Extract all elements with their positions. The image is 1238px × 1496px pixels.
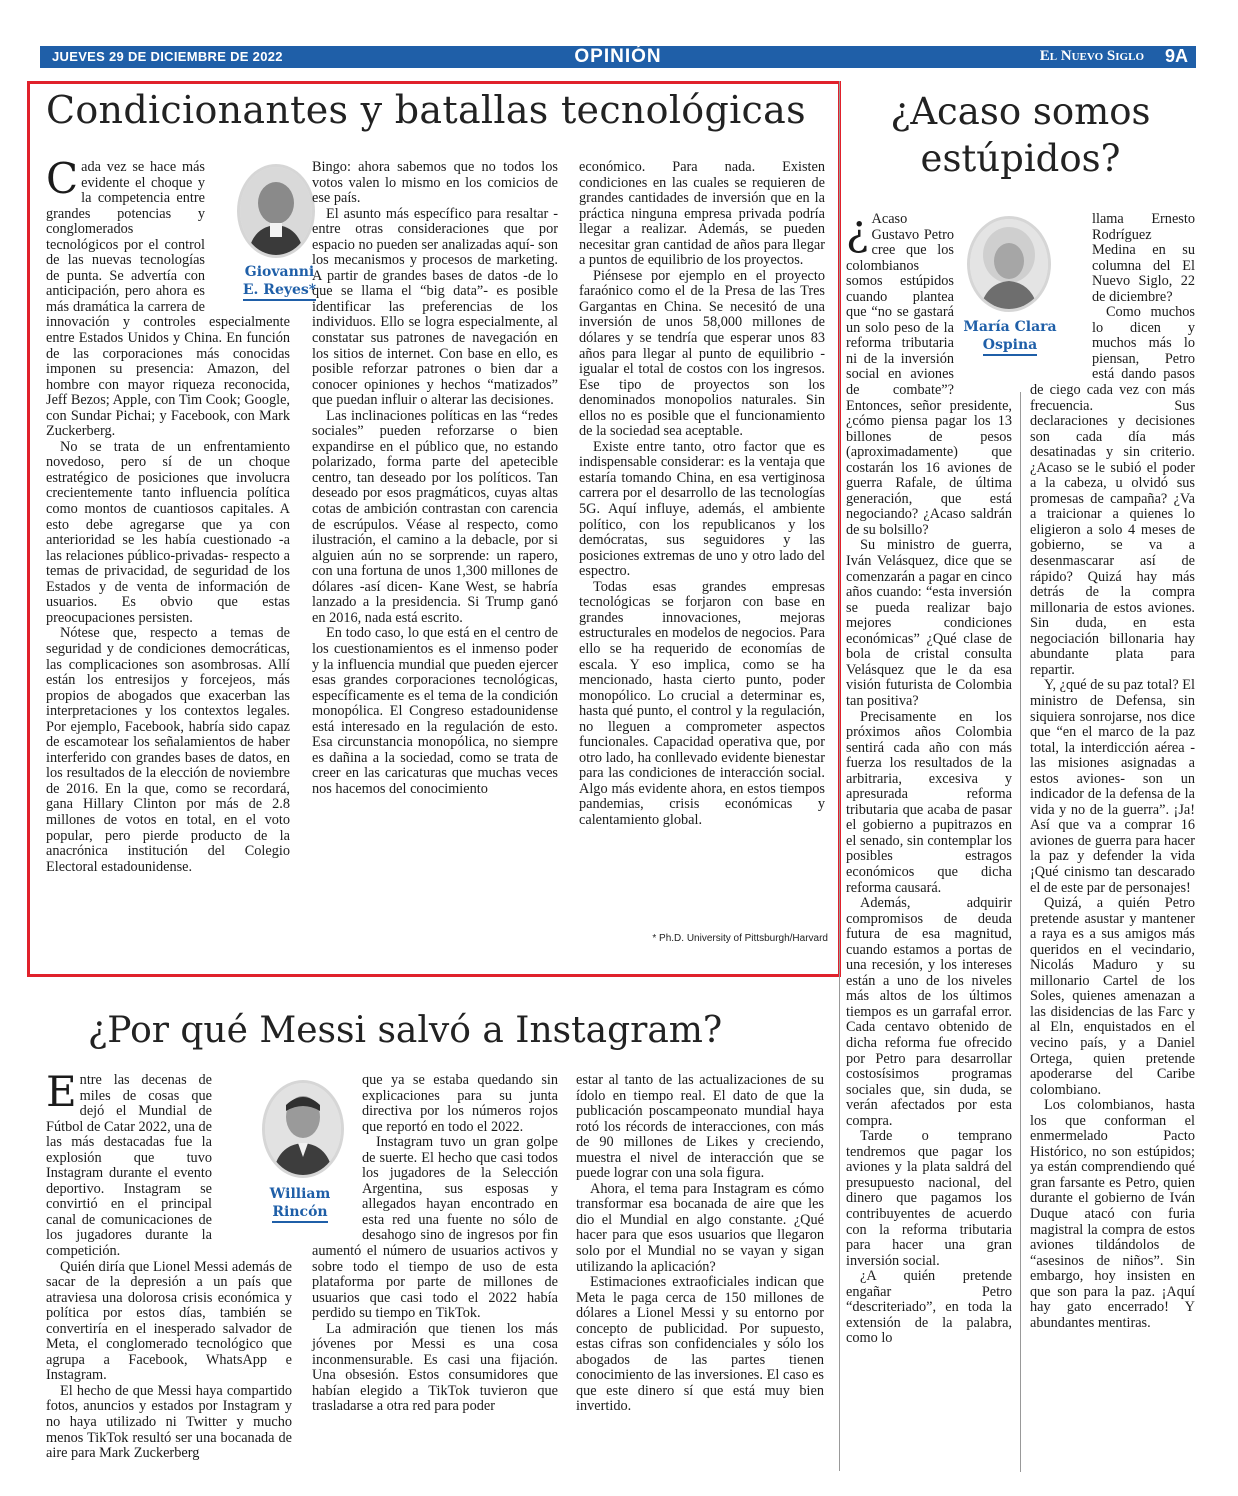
article2-column-2 bbox=[1030, 212, 1195, 1331]
article2-paragraph: Su ministro de guerra, Iván Velásquez, dice que se comenzarán a pagar en cinco años cuando: “esta inversión se pueda realizar bajo mejores condiciones económicas” ¿Qué clase de bola de cristal consulta Velásquez que le da esa visión futurista de Colombia tan positiva? bbox=[846, 537, 1012, 709]
article3-paragraph: que ya se estaba quedando sin explicaciones para su junta directiva por los números rojos que reportó en todo el 2022. bbox=[362, 1072, 558, 1135]
article1-column-2 bbox=[312, 160, 558, 797]
article1-paragraph: Bingo: ahora sabemos que no todos los votos valen lo mismo en los comicios de ese país. bbox=[312, 159, 558, 207]
author-photo-maria-clara-ospina bbox=[967, 216, 1051, 312]
issue-date: JUEVES 29 DE DICIEMBRE DE 2022 bbox=[52, 49, 283, 64]
article3-paragraph: Estimaciones extraoficiales indican que Meta le paga cerca de 150 millones de dólares a Lionel Messi y su entorno por concepto de publicidad. Por supuesto, estas cifras son confidenciales y sólo los abogados de las partes tienen conocimiento de las inversiones. El caso es que este dinero sí que está muy bien invertido. bbox=[576, 1274, 824, 1415]
article3-paragraph: La admiración que tienen los más jóvenes por Messi es una cosa inconmensurable. Es casi una fijación. Una obsesión. Estos consumidores que habían elegido a TikTok tuvieron que trasladarse a otra red para poder bbox=[312, 1320, 558, 1415]
author-byline: María Clara Ospina bbox=[960, 318, 1060, 354]
page-number: 9A bbox=[1164, 46, 1188, 66]
author-footnote: * Ph.D. University of Pittsburgh/Harvard bbox=[652, 933, 828, 944]
author-byline: William Rincón bbox=[250, 1185, 350, 1221]
article2-paragraph: Y, ¿qué de su paz total? El ministro de Defensa, sin siquiera sonrojarse, nos dice que “en el marco de la paz total, la interdicción aérea -las misiones asignadas a estos aviones- son un indicador de la defensa de la vida y no de la guerra”. ¡Ja! Así que va a comprar 16 aviones de guerra para hacer la paz y defender la vida ¡Qué cinismo tan descarado el de este par de personajes! bbox=[1030, 677, 1195, 896]
article3-headline: ¿Por qué Messi salvó a Instagram? bbox=[88, 1010, 723, 1051]
dropcap: E bbox=[46, 1067, 77, 1116]
article1-paragraph: Piénsese por ejemplo en el proyecto faraónico como el de la Presa de las Tres Gargantas en China. Se necesitó de una inversión de unos 58,000 millones de dólares y se tendría que esperar unos 83 años para llegar al punto de equilibrio -igualar el total de costos con los ingresos. Ese tipo de proyectos son los denominados monopolios naturales. Sin ellos no es posible que el funcionamiento de la sociedad sea aceptable. bbox=[579, 267, 825, 440]
newspaper-name: El Nuevo Siglo bbox=[1039, 48, 1144, 64]
article2-headline: ¿Acaso somos estúpidos? bbox=[890, 90, 1151, 180]
author-byline: Giovanni E. Reyes* bbox=[232, 263, 327, 299]
article1-paragraph: Todas esas grandes empresas tecnológicas se forjaron con base en grandes innovaciones, mejoras estructurales en modelos de negocios. Para ello se ha requerido de economías de escala. Y eso implica, como se ha mencionado, hasta cierto punto, poder monopólico. Lo crucial a determinar es, hasta qué punto, el control y la regulación, no lleguen a comprometer aspectos funcionales. Capacidad operativa que, por otro lado, ha conllevado evidente bienestar para las condiciones de interacción social. Algo más evidente ahora, en estos tiempos pandemias, crisis económicas y calentamiento global. bbox=[579, 578, 825, 828]
article3-column-2 bbox=[312, 1073, 558, 1415]
article1-paragraph: Nótese que, respecto a temas de seguridad y de condiciones democráticas, las complicaciones son asombrosas. Allí están los entresijos y forcejeos, más propios de abogados que exacerban las interpretaciones y los contextos legales. Por ejemplo, Facebook, habría sido capaz de escamotear los señalamientos de haber interferido con grandes bases de datos, en los resultados de la elección de noviembre de 2016. En la que, como se recordará, gana Hillary Clinton por más de 2.8 millones de votos en total, en el voto popular, pero pierde producto de la anacrónica institución del Colegio Electoral estadounidense. bbox=[46, 625, 290, 875]
dropcap: C bbox=[46, 154, 79, 203]
article2-paragraph: llama Ernesto Rodríguez Medina en su columna del El Nuevo Siglo, 22 de diciembre? bbox=[1092, 211, 1195, 305]
article1-column-3 bbox=[579, 160, 825, 829]
article1-paragraph: Las inclinaciones políticas en las “redes sociales” pueden reforzarse o bien expandirse en el público que, no estando polarizado, forma parte del apetecible centro, tan deseado por los políticos. Tan deseado por esos pragmáticos, cuyas altas cotas de ambición contrastan con carencia de escrúpulos. Véase al respecto, como ilustración, el camino a la debacle, por si alguien aún no se sorprende: un rapero, con una fortuna de unos 1,300 millones de dólares -así dicen- Kane West, se habría lanzado a la presidencia. Si Trump ganó en 2016, nada está escrito. bbox=[312, 407, 558, 626]
article2-paragraph: Además, adquirir compromisos de deuda futura de esa magnitud, cuando estamos a portas de una recesión, y los intereses están a uno de los niveles más altos de los últimos tiempos es un garrafal error. Cada centavo obtenido de dicha reforma fue ofrecido por Petro para desarrollar costosísimos programas sociales que, sin duda, se verán afectados por esta compra. bbox=[846, 895, 1012, 1129]
article3-column-1 bbox=[46, 1067, 292, 1462]
article2-column-1 bbox=[846, 206, 1012, 1347]
article1-paragraph: económico. Para nada. Existen condiciones en las cuales se requieren de grandes cantidades de inversión que en la práctica ninguna empresa privada podría llegar a realizar. Además, se pueden necesitar gran cantidad de años para llegar a puntos de equilibrio de los proyectos. bbox=[579, 159, 825, 269]
article2-paragraph: Tarde o temprano tendremos que pagar los aviones y la plata saldrá del presupuesto nacional, del dinero que pagamos los contribuyentes de acuerdo con la reforma tributaria para hacer una gran inversión social. bbox=[846, 1128, 1012, 1269]
column-divider bbox=[1020, 392, 1021, 1472]
article3-paragraph: estar al tanto de las actualizaciones de su ídolo en tiempo real. El dato de que la publicación poscampeonato mundial haya rotó los récords de interacciones, con más de 90 millones de Likes y creciendo, muestra el nivel de interacción que se puede lograr con una sola figura. bbox=[576, 1072, 824, 1182]
article3-col2-photo-spacer bbox=[312, 1073, 362, 1241]
author-photo-giovanni-reyes bbox=[237, 164, 315, 258]
article1-paragraph: Cada vez se hace más evidente el choque y la competencia entre grandes potencias y conglomerados tecnológicos por el control de las nuevas tecnologías de punta. Se advertía con anticipación, pero ahora es más dramática la carrera de innovación y controles especialmente entre Estados Unidos y China. En función de las corporaciones más conocidas imponen su presencia: Amazon, del hombre con mayor riqueza reconocida, Jeff Bezos; Apple, con Tim Cook; Google, con Sundar Pichai; y Facebook, con Mark Zuckerberg. bbox=[46, 154, 290, 440]
article2-paragraph: Precisamente en los próximos años Colombia sentirá cada año con más fuerza los resultados de la arbitraria, excesiva y apresurada reforma tributaria que acaba de pasar el gobierno a pupitrazos en el senado, sin contemplar los posibles estragos económicos que dicha reforma causará. bbox=[846, 708, 1012, 896]
section-title: OPINIÓN bbox=[574, 46, 662, 67]
article3-paragraph: Instagram tuvo un gran golpe de suerte. El hecho que casi todos los jugadores de la Selección Argentina, sus esposas y allegados hayan encontrado en esta red una fuente no sólo de desahogo sino de ingresos por fin aumentó el número de usuarios activos y sobre todo el tiempo de uso de esta plataforma por parte de millones de usuarios que casi todo el 2022 había perdido su tiempo en TikTok. bbox=[312, 1134, 558, 1322]
column-divider bbox=[839, 81, 840, 1471]
article1-paragraph: No se trata de un enfrentamiento novedoso, pero sí de un choque estratégico de posiciones que involucra crecientemente tanto influencia política como montos de cuantiosos capitales. A esto debe agregarse que ya con anterioridad se les había cuestionado -a las relaciones público-privadas- respecto a temas de privacidad, de seguridad de los Estados y de venta de información de usuarios. Es obvio que estas preocupaciones persisten. bbox=[46, 438, 290, 626]
article2-paragraph: Como muchos lo dicen y muchos más lo piensan, Petro está dando pasos de ciego cada vez con más frecuencia. Sus declaraciones y decisiones son cada día más desatinadas y sin criterio. ¿Acaso se le subió el poder a la cabeza, u olvidó sus promesas de campaña? ¿Va a traicionar a quienes lo eligieron a solo 4 meses de gobierno, se va a desenmascarar así de rápido? Quizá hay más detrás de la compra millonaria de estos aviones. Sin duda, en esta negociación billonaria hay abundante plata para repartir. bbox=[1030, 304, 1195, 678]
article3-paragraph: Quién diría que Lionel Messi además de sacar de la depresión a un país que atraviesa una dolorosa crisis económica y política por estos días, también se convertiría en el inesperado salvador de Meta, el conglomerado tecnológico que agrupa a Facebook, WhatsApp e Instagram. bbox=[46, 1258, 292, 1384]
article3-paragraph: Entre las decenas de miles de cosas que dejó el Mundial de Fútbol de Catar 2022, una de las más destacadas fue la explosión que tuvo Instagram durante el evento deportivo. Instagram se convirtió en el principal canal de comunicaciones de los jugadores durante la competición. bbox=[46, 1067, 212, 1260]
article2-paragraph: ¿A quién pretende engañar Petro “descriteriado”, en toda la extensión de la palabra, como lo bbox=[846, 1268, 1012, 1347]
article2-paragraph: Los colombianos, hasta los que conforman el enmermelado Pacto Histórico, no son estúpidos; ya están comprendiendo qué gran farsante es Petro, quien durante el gobierno de Iván Duque atacó con furia magistral la compra de estos aviones tildándolos de “asesinos de niños”. Sin embargo, hoy insisten en que son para la paz. ¡Aquí hay gato encerrado! Y abundantes mentiras. bbox=[1030, 1097, 1195, 1331]
article2-paragraph: ¿ Acaso Gustavo Petro cree que los colombianos somos estúpidos cuando plantea que “no se gastará un solo peso de la reforma tributaria ni de la inversión social en aviones de combate”? Entonces, señor presidente, ¿cómo piensa pagar los 13 billones de pesos (aproximadamente) que costarán los 16 aviones de guerra Rafale, de última generación, que está negociando? ¿Acaso saldrán de su bolsillo? bbox=[846, 206, 1012, 538]
article1-paragraph: Existe entre tanto, otro factor que es indispensable considerar: es la ventaja que estaría tomando China, en esa vertiginosa carrera por el desarrollo de las tecnologías 5G. Aquí influye, además, el ambiente político, con los republicanos y los demócratas, sus seguidores y las posiciones extremas de uno y otro lado del espectro. bbox=[579, 438, 825, 580]
article3-column-3 bbox=[576, 1073, 824, 1415]
article1-headline: Condicionantes y batallas tecnológicas bbox=[46, 88, 806, 132]
article1-paragraph: El asunto más específico para resaltar -entre otras consideraciones que por espacio no pueden ser analizadas aquí- son los mecanismos y procesos de marketing. A partir de grandes bases de datos -de lo que se llama el “big data”- es posible identificar las preferencias de los individuos. Ello se logra especialmente, al constatar sus patrones de navegación en los sitios de internet. Con base en ello, es posible reforzar patrones o bien dar a conocer opiniones y hechos “matizados” que puedan influir o alterar las decisiones. bbox=[312, 205, 558, 409]
article2-paragraph: Quizá, a quién Petro pretende asustar y mantener a raya es a sus amigos más queridos en el vecindario, Nicolás Maduro y su millonario Cartel de los Soles, quienes amenazan a las disidencias de las Farc y al Eln, enquistados en el vecino país, y a Daniel Ortega, quien pretende apoderarse del Caribe colombiano. bbox=[1030, 895, 1195, 1098]
page-header bbox=[40, 46, 1196, 68]
article3-paragraph: Ahora, el tema para Instagram es cómo transformar esa bocanada de aire que les dio el Mundial en algo constante. ¿Qué hacer para que esos usuarios que llegaron solo por el Mundial no se vayan y sigan utilizando la aplicación? bbox=[576, 1180, 824, 1275]
article1-paragraph: En todo caso, lo que está en el centro de los cuestionamientos es el inmenso poder y la influencia mundial que pueden ejercer esas grandes corporaciones tecnológicas, específicamente es el tema de la condición monopólica. El Congreso estadounidense está interesado en la regulación de esto. Esa circunstancia monopólica, no siempre es dañina a la sociedad, como se trata de creer en las caricaturas que muchas veces nos hacemos del conocimiento bbox=[312, 625, 558, 797]
dropcap: ¿ bbox=[846, 206, 869, 255]
article3-paragraph: El hecho de que Messi haya compartido fotos, anuncios y estados por Instagram y no haya utilizado ni Twitter y mucho menos TikTok resultó ser una bocanada de aire para Mark Zuckerberg bbox=[46, 1382, 292, 1462]
